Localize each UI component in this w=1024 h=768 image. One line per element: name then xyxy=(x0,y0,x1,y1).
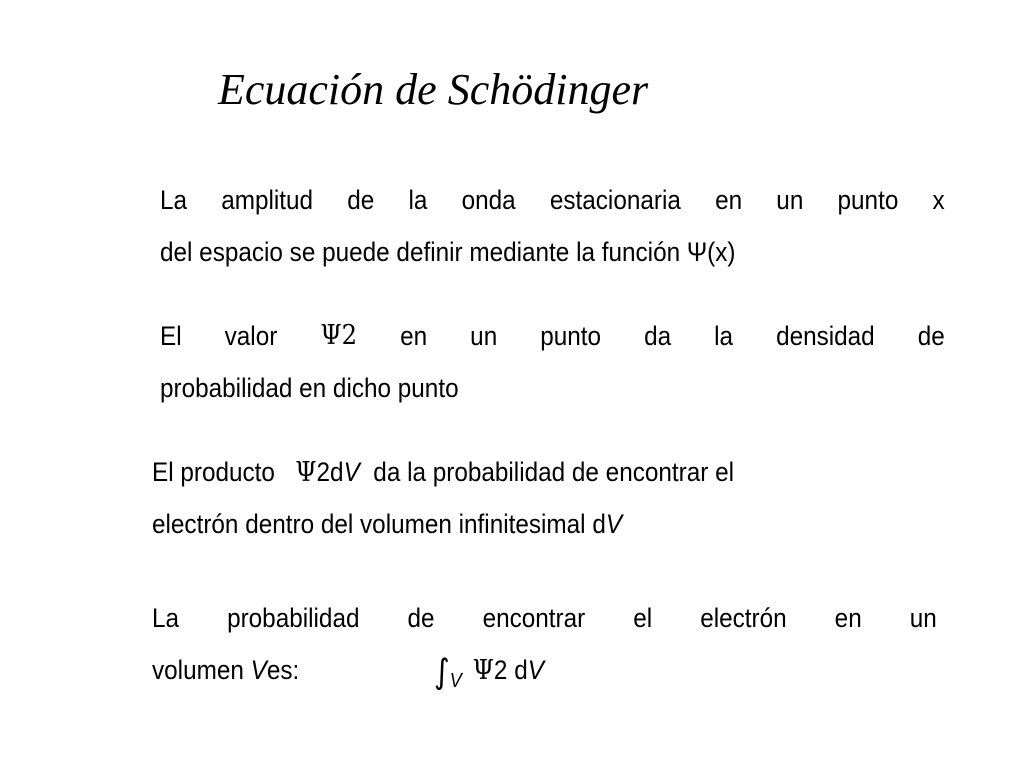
integral-sign: ∫ xyxy=(433,652,450,692)
volume-symbol: V xyxy=(527,655,544,685)
paragraph-product xyxy=(152,446,937,550)
exponent: 2 xyxy=(316,457,331,487)
word: encontrar xyxy=(482,603,586,633)
psi-squared-symbol: Ψ2 xyxy=(320,320,358,351)
paragraph-amplitude xyxy=(160,174,945,278)
paragraph-line xyxy=(160,310,945,362)
word: electrón xyxy=(700,603,787,633)
word: la xyxy=(714,321,734,351)
word: un xyxy=(909,603,937,633)
text-segment: El producto xyxy=(152,457,275,487)
psi-symbol: Ψ xyxy=(295,457,317,488)
paragraph-psi-squared xyxy=(160,310,945,414)
word: de xyxy=(407,603,435,633)
differential-d: d xyxy=(514,655,528,685)
paragraph-line xyxy=(152,644,937,696)
paragraph-line xyxy=(152,592,937,644)
word: punto xyxy=(540,321,602,351)
word: valor xyxy=(224,321,278,351)
word: un xyxy=(776,185,804,215)
word: punto xyxy=(837,185,899,215)
word: onda xyxy=(461,185,516,215)
differential-d: d xyxy=(330,457,344,487)
psi-symbol: Ψ xyxy=(472,655,494,686)
text-segment: es: xyxy=(266,655,300,685)
word: la xyxy=(408,185,428,215)
word: La xyxy=(160,185,188,215)
slide-title: Ecuación de Schödinger xyxy=(218,65,649,114)
text-segment: electrón dentro del volumen infinitesimal d xyxy=(152,509,606,539)
paragraph-line: probabilidad en dicho punto xyxy=(160,373,459,403)
volume-symbol: V xyxy=(343,457,360,487)
word: en xyxy=(400,321,428,351)
word: El xyxy=(160,321,182,351)
text-segment: volumen xyxy=(152,655,244,685)
volume-symbol: V xyxy=(605,509,623,539)
word: en xyxy=(715,185,743,215)
word: de xyxy=(917,321,945,351)
integral-subscript: V xyxy=(449,670,462,692)
word: el xyxy=(633,603,653,633)
text-segment: da la probabilidad de encontrar el xyxy=(373,457,735,487)
word: en xyxy=(834,603,862,633)
paragraph-line xyxy=(152,498,937,550)
word: densidad xyxy=(776,321,875,351)
exponent: 2 xyxy=(493,655,508,685)
word: un xyxy=(470,321,498,351)
integral-formula xyxy=(434,644,544,707)
word: probabilidad xyxy=(227,603,360,633)
word: de xyxy=(347,185,375,215)
word: amplitud xyxy=(221,185,314,215)
paragraph-line: del espacio se puede definir mediante la función Ψ(x) xyxy=(160,237,736,267)
paragraph-line xyxy=(160,174,945,226)
paragraph-line xyxy=(152,446,937,498)
paragraph-probability xyxy=(152,592,937,696)
word: estacionaria xyxy=(549,185,681,215)
volume-symbol: V xyxy=(250,655,267,685)
word: La xyxy=(152,603,180,633)
word: da xyxy=(644,321,672,351)
word: x xyxy=(932,185,945,215)
